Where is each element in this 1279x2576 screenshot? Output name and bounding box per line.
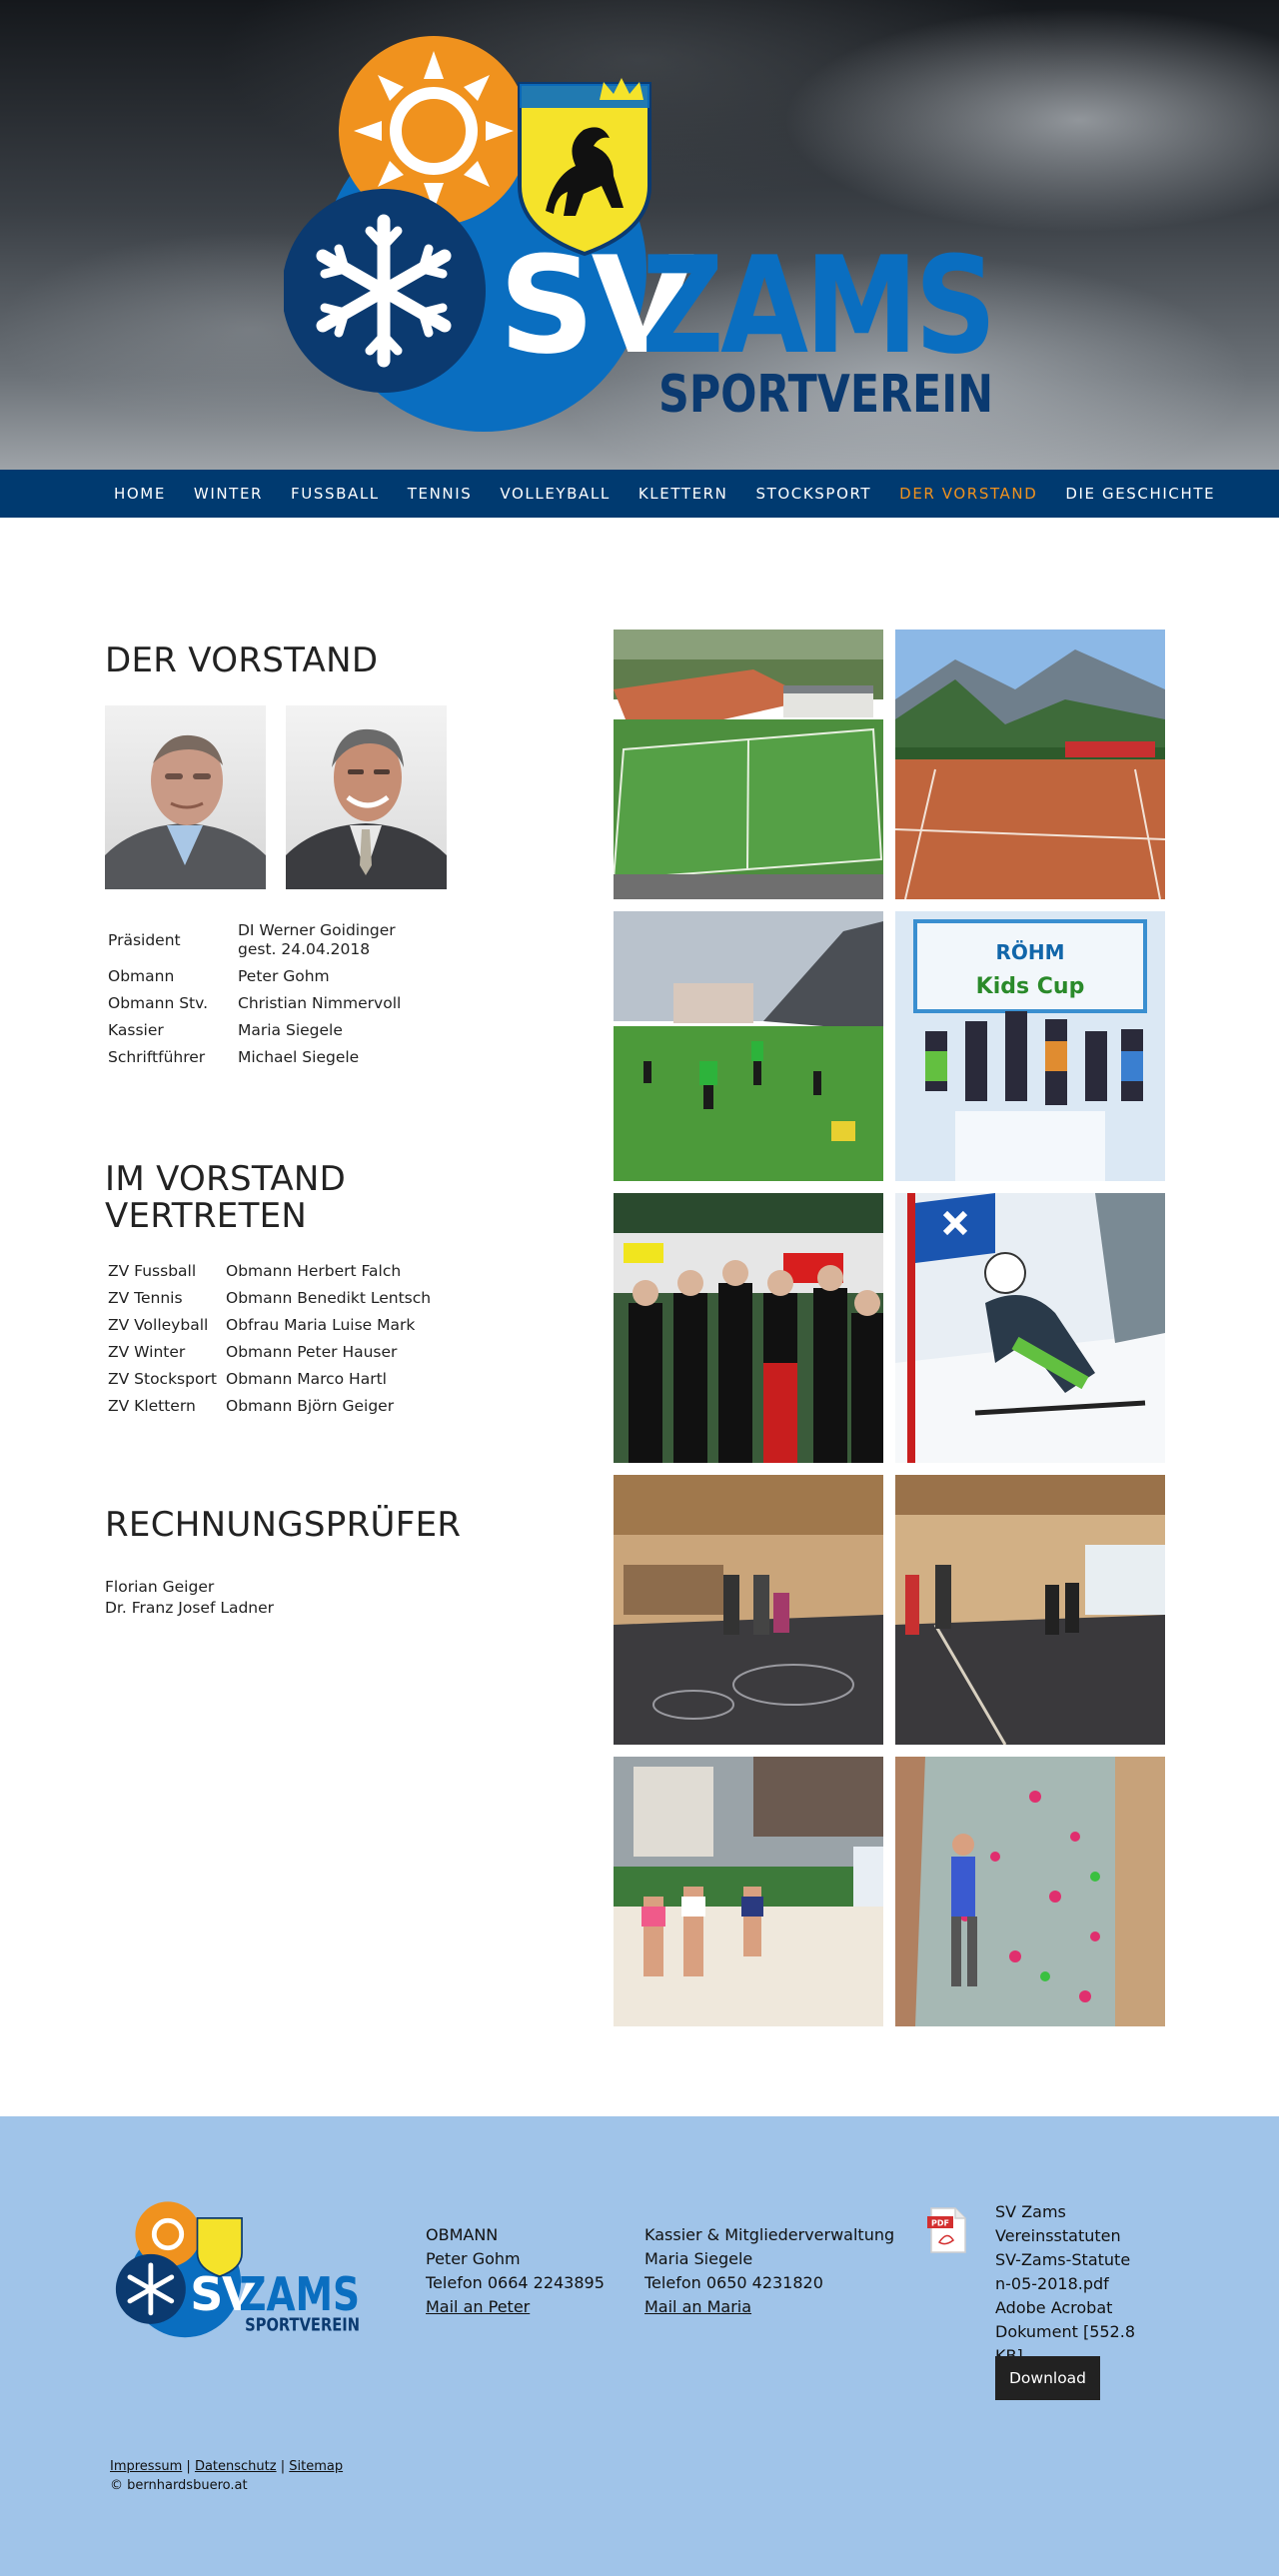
role-cell: Kassier [108, 1021, 164, 1039]
vorstand-heading: DER VORSTAND [105, 641, 379, 680]
main-navigation [0, 470, 1279, 518]
zv-cell: ZV Fussball [108, 1262, 197, 1280]
datenschutz-link[interactable]: Datenschutz [194, 2459, 277, 2474]
role-cell: Präsident [108, 930, 181, 949]
zv-cell: ZV Tennis [108, 1289, 183, 1307]
contact-title: OBMANN [426, 2225, 499, 2244]
contact-phone: Telefon 0664 2243895 [426, 2273, 605, 2292]
contact-name: Maria Siegele [644, 2249, 753, 2268]
portrait-peter-gohm [286, 705, 447, 889]
table-row [105, 1339, 434, 1366]
sitemap-link[interactable]: Sitemap [289, 2459, 344, 2474]
hero-banner [0, 0, 1279, 470]
download-filename: SV-Zams-Statuten-05-2018.pdf [995, 2250, 1131, 2293]
brand-sv-text: SV [499, 228, 691, 384]
nav-die-geschichte[interactable]: DIE GESCHICHTE [1065, 485, 1216, 503]
gallery-photo-football-training[interactable] [614, 911, 883, 1181]
gallery-photo-beach-volleyball[interactable] [614, 1757, 883, 2026]
gallery-photo-tennis-court[interactable] [895, 630, 1165, 899]
list-item: Florian Geiger [105, 1578, 215, 1596]
table-row [105, 1393, 434, 1420]
copyright-text: © bernhardsbuero.at [110, 2478, 248, 2493]
contact-name: Peter Gohm [426, 2249, 521, 2268]
brand-zams-text: ZAMS [641, 228, 993, 384]
gallery-photo-stocksport-hall-2[interactable] [895, 1475, 1165, 1745]
nav-volleyball[interactable]: VOLLEYBALL [500, 485, 611, 503]
zv-cell: ZV Stocksport [108, 1370, 217, 1388]
nav-stocksport[interactable]: STOCKSPORT [755, 485, 872, 503]
nav-fussball[interactable]: FUSSBALL [291, 485, 380, 503]
table-row [105, 1312, 434, 1339]
gallery-photo-football-stadium[interactable] [614, 630, 883, 899]
footer-contact-obmann [426, 2223, 605, 2319]
footer-legal [110, 2457, 343, 2495]
sv-zams-logo[interactable] [284, 26, 1003, 446]
gallery-photo-kids-cup-podium[interactable] [895, 911, 1165, 1181]
table-row [105, 1366, 434, 1393]
footer-download-info [995, 2200, 1135, 2368]
rechnungspruefer-heading: RECHNUNGSPRÜFER [105, 1505, 462, 1545]
nav-der-vorstand[interactable]: DER VORSTAND [899, 485, 1038, 503]
deceased-note: gest. 24.04.2018 [238, 940, 371, 958]
zv-cell: ZV Volleyball [108, 1316, 209, 1334]
role-cell: Schriftführer [108, 1048, 206, 1066]
footer-logo[interactable] [112, 2198, 368, 2342]
name-cell: Obmann Björn Geiger [226, 1397, 395, 1415]
name-cell: Obmann Peter Hauser [226, 1343, 398, 1361]
nav-klettern[interactable]: KLETTERN [638, 485, 728, 503]
gallery-photo-climbing-wall[interactable] [895, 1757, 1165, 2026]
role-cell: Obmann Stv. [108, 994, 209, 1012]
name-cell: Maria Siegele [238, 1021, 343, 1039]
rechnungspruefer-list [105, 1577, 274, 1619]
footer-contact-kassier [644, 2223, 894, 2319]
table-row [105, 1285, 434, 1312]
table-row [105, 1258, 434, 1285]
impressum-link[interactable]: Impressum [110, 2459, 183, 2474]
nav-winter[interactable]: WINTER [193, 485, 264, 503]
kids-cup-banner-text: Kids Cup [975, 974, 1085, 999]
contact-title: Kassier & Mitgliederverwaltung [644, 2225, 895, 2244]
table-row [105, 1044, 404, 1071]
contact-phone: Telefon 0650 4231820 [644, 2273, 823, 2292]
mail-maria-link[interactable]: Mail an Maria [644, 2297, 752, 2316]
role-cell: Obmann [108, 967, 175, 985]
table-row [105, 963, 404, 990]
gallery-photo-ski-racer[interactable] [895, 1193, 1165, 1463]
portrait-werner-goidinger [105, 705, 266, 889]
download-button[interactable]: Download [995, 2356, 1100, 2400]
footer-brand-tagline: SPORTVEREIN [245, 2314, 360, 2336]
name-cell: Peter Gohm [238, 967, 330, 985]
zv-cell: ZV Klettern [108, 1397, 196, 1415]
vorstand-table [105, 917, 404, 1071]
table-row [105, 990, 404, 1017]
name-cell: Obmann Benedikt Lentsch [226, 1289, 432, 1307]
gallery-photo-stocksport-hall-1[interactable] [614, 1475, 883, 1745]
legal-separator: | [280, 2459, 286, 2474]
download-title: SV Zams Vereinsstatuten [995, 2202, 1121, 2245]
list-item: Dr. Franz Josef Ladner [105, 1599, 275, 1617]
table-row [105, 917, 404, 963]
pdf-icon-label: PDF [931, 2218, 949, 2228]
legal-separator: | [186, 2459, 191, 2474]
name-cell: Christian Nimmervoll [238, 994, 402, 1012]
name-cell: Obmann Herbert Falch [226, 1262, 402, 1280]
nav-tennis[interactable]: TENNIS [407, 485, 473, 503]
heading-line-2: VERTRETEN [105, 1196, 308, 1236]
name-cell: Michael Siegele [238, 1048, 360, 1066]
download-type: Adobe Acrobat Dokument [552.8 [995, 2298, 1135, 2341]
kids-cup-brand-text: RÖHM [995, 940, 1065, 964]
name-cell: Obfrau Maria Luise Mark [226, 1316, 416, 1334]
name-cell: Obmann Marco Hartl [226, 1370, 387, 1388]
brand-tagline-text: SPORTVEREIN [658, 365, 993, 425]
name-cell: DI Werner Goidinger gest. 24.04.2018 [238, 921, 396, 958]
im-vorstand-table [105, 1258, 434, 1420]
mail-peter-link[interactable]: Mail an Peter [426, 2297, 531, 2316]
table-row [105, 1017, 404, 1044]
gallery-photo-ski-team[interactable] [614, 1193, 883, 1463]
im-vorstand-heading [105, 1161, 346, 1235]
footer-brand-zams: ZAMS [239, 2266, 360, 2321]
nav-home[interactable]: HOME [114, 485, 166, 503]
pdf-file-icon[interactable] [927, 2206, 967, 2254]
footer-brand-sv: SV [190, 2266, 257, 2321]
zv-cell: ZV Winter [108, 1343, 186, 1361]
heading-line-1: IM VORSTAND [105, 1159, 347, 1199]
